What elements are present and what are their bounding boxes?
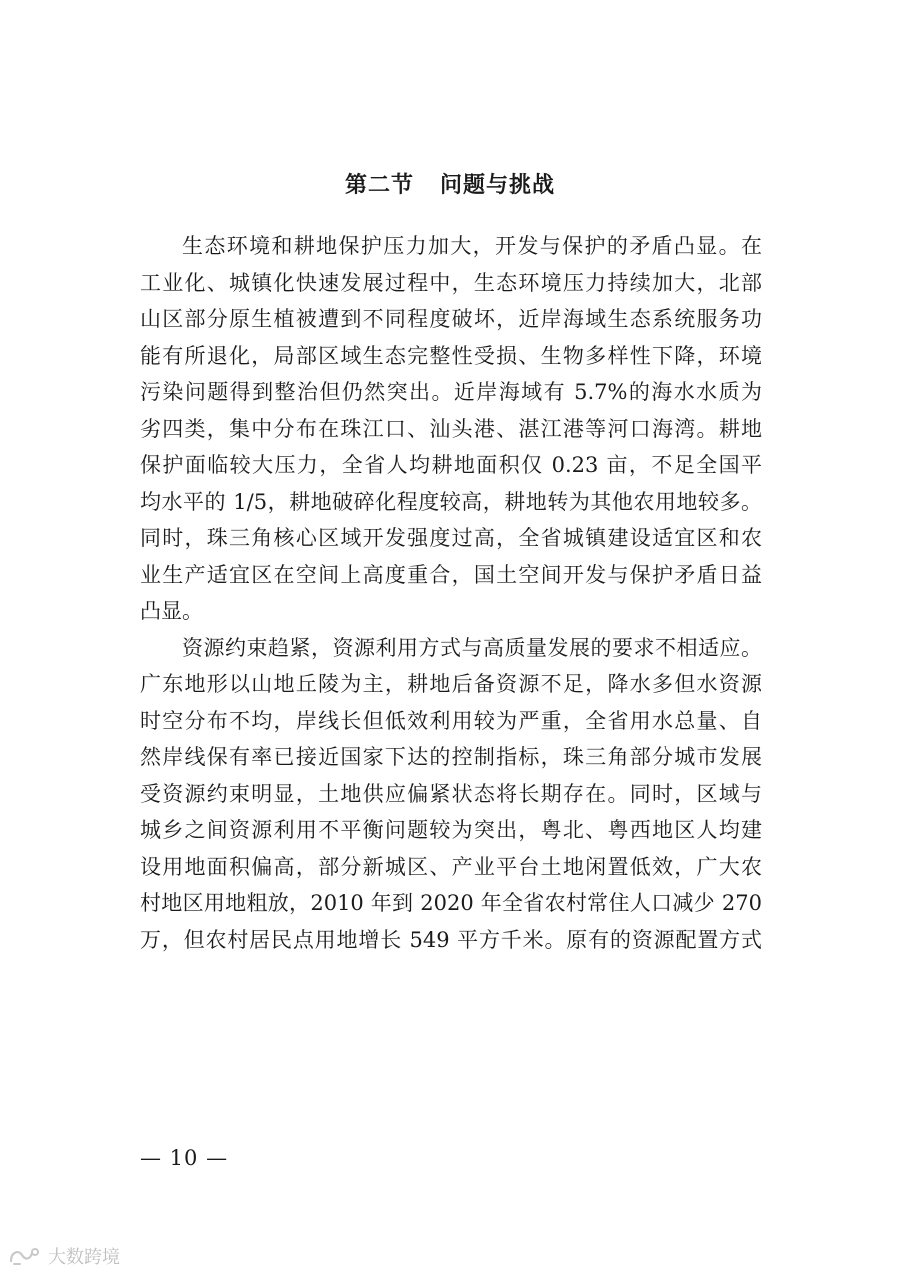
text-line: 时空分布不均，岸线长但低效利用较为严重，全省用水总量、自 bbox=[140, 708, 762, 733]
page-number: — 10 — bbox=[140, 1146, 229, 1170]
section-heading bbox=[0, 168, 900, 199]
text-line: 然岸线保有率已接近国家下达的控制指标，珠三角部分城市发展 bbox=[140, 745, 762, 769]
text-line: 污染问题得到整治但仍然突出。近岸海域有 5.7%的海水水质为 bbox=[140, 380, 762, 404]
text-line: 村地区用地粗放，2010 年到 2020 年全省农村常住人口减少 270 bbox=[140, 891, 762, 915]
text-line: 同时，珠三角核心区域开发强度过高，全省城镇建设适宜区和农 bbox=[140, 526, 762, 550]
text-line: 设用地面积偏高，部分新城区、产业平台土地闲置低效，广大农 bbox=[140, 854, 762, 879]
watermark-logo-icon bbox=[8, 1245, 42, 1267]
text-line: 凸显。 bbox=[140, 599, 203, 623]
text-line: 业生产适宜区在空间上高度重合，国土空间开发与保护矛盾日益 bbox=[140, 562, 762, 587]
text-line: 工业化、城镇化快速发展过程中，生态环境压力持续加大，北部 bbox=[140, 270, 762, 295]
text-line: 资源约束趋紧，资源利用方式与高质量发展的要求不相适应。 bbox=[182, 635, 762, 660]
section-label: 第二节 bbox=[344, 173, 414, 198]
text-line: 城乡之间资源利用不平衡问题较为突出，粤北、粤西地区人均建 bbox=[140, 818, 762, 842]
text-line: 保护面临较大压力，全省人均耕地面积仅 0.23 亩，不足全国平 bbox=[140, 453, 762, 477]
text-line: 受资源约束明显，土地供应偏紧状态将长期存在。同时，区域与 bbox=[140, 781, 762, 806]
text-line: 万，但农村居民点用地增长 549 平方千米。原有的资源配置方式 bbox=[140, 927, 762, 952]
text-line: 能有所退化，局部区域生态完整性受损、生物多样性下降，环境 bbox=[140, 343, 762, 368]
text-line: 均水平的 1/5，耕地破碎化程度较高，耕地转为其他农用地较多。 bbox=[140, 489, 762, 514]
text-line: 山区部分原生植被遭到不同程度破坏，近岸海域生态系统服务功 bbox=[140, 307, 762, 331]
body-text bbox=[140, 228, 762, 958]
text-line: 广东地形以山地丘陵为主，耕地后备资源不足，降水多但水资源 bbox=[140, 672, 762, 696]
watermark bbox=[8, 1243, 120, 1269]
text-line: 劣四类，集中分布在珠江口、汕头港、湛江港等河口海湾。耕地 bbox=[140, 416, 762, 441]
section-title: 问题与挑战 bbox=[440, 173, 556, 198]
text-line: 生态环境和耕地保护压力加大，开发与保护的矛盾凸显。在 bbox=[182, 234, 762, 258]
watermark-text: 大数跨境 bbox=[48, 1247, 120, 1268]
